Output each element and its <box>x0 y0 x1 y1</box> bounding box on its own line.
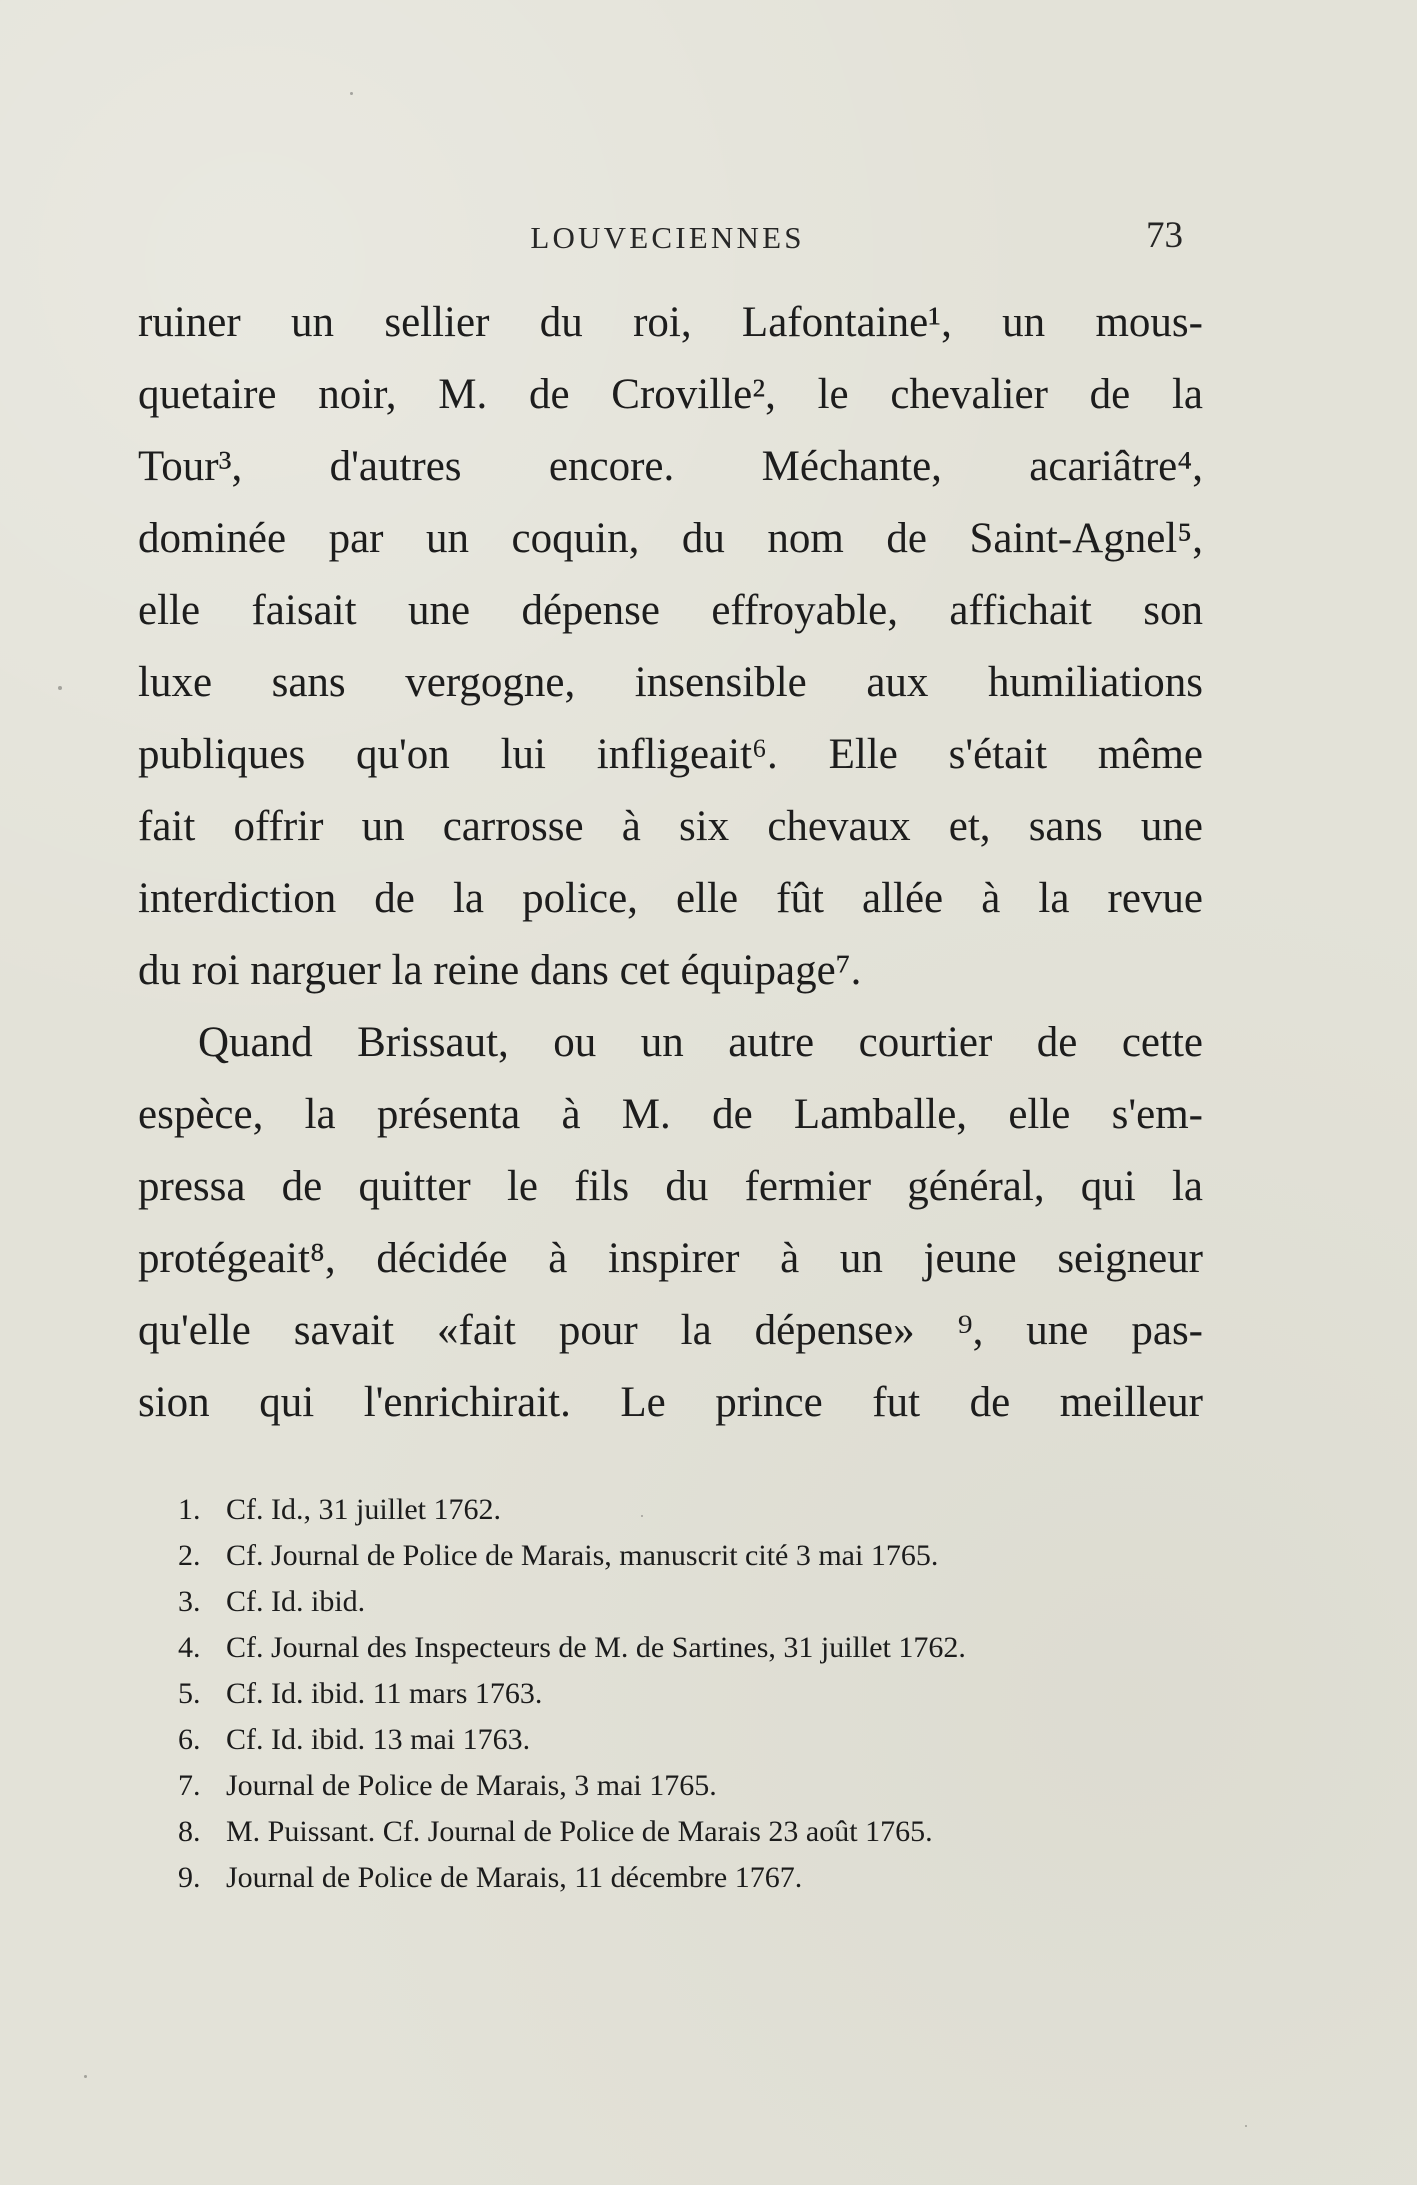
text-line: interdiction de la police, elle fût allée à la revue <box>138 875 1203 922</box>
text-line: Quand Brissaut, ou un autre courtier de cette <box>198 1019 1203 1066</box>
footnote <box>178 1809 1218 1855</box>
text-line: qu'elle savait «fait pour la dépense» ⁹, une pas- <box>138 1307 1203 1354</box>
text-line: sion qui l'enrichirait. Le prince fut de meilleur <box>138 1379 1203 1426</box>
footnote-text: Cf. Id. ibid. 13 mai 1763. <box>226 1723 531 1756</box>
paper-speck <box>1245 2125 1247 2127</box>
footnote-number: 4. <box>178 1631 201 1664</box>
footnote-number: 5. <box>178 1677 201 1710</box>
footnote-text: Cf. Id. ibid. 11 mars 1763. <box>226 1677 543 1710</box>
main-text <box>138 287 1203 1439</box>
footnote-number: 7. <box>178 1769 201 1802</box>
footnotes <box>178 1487 1218 1901</box>
footnote <box>178 1579 1218 1625</box>
footnote-text: Journal de Police de Marais, 3 mai 1765. <box>226 1769 717 1802</box>
footnote-text: M. Puissant. Cf. Journal de Police de Marais 23 août 1765. <box>226 1815 933 1848</box>
text-line: quetaire noir, M. de Croville², le chevalier de la <box>138 371 1203 418</box>
footnote-text: Cf. Id. ibid. <box>226 1585 366 1618</box>
footnote-text: Journal de Police de Marais, 11 décembre 1767. <box>226 1861 803 1894</box>
page-number: 73 <box>1146 215 1183 256</box>
text-line: fait offrir un carrosse à six chevaux et, sans une <box>138 803 1203 850</box>
text-line: du roi narguer la reine dans cet équipage⁷. <box>138 947 862 994</box>
footnote-number: 2. <box>178 1539 201 1572</box>
footnote-number: 8. <box>178 1815 201 1848</box>
text-line: Tour³, d'autres encore. Méchante, acariâtre⁴, <box>138 443 1203 490</box>
footnote-text: Cf. Id., 31 juillet 1762. <box>226 1493 501 1526</box>
footnote <box>178 1533 1218 1579</box>
text-line: luxe sans vergogne, insensible aux humiliations <box>138 659 1203 706</box>
text-line: pressa de quitter le fils du fermier général, qui la <box>138 1163 1203 1210</box>
paper-speck <box>641 1515 643 1517</box>
footnote <box>178 1671 1218 1717</box>
paper-speck <box>84 2075 87 2078</box>
text-line: protégeait⁸, décidée à inspirer à un jeune seigneur <box>138 1235 1203 1282</box>
footnote-number: 9. <box>178 1861 201 1894</box>
footnote-number: 6. <box>178 1723 201 1756</box>
footnote <box>178 1717 1218 1763</box>
footnote <box>178 1763 1218 1809</box>
text-line: ruiner un sellier du roi, Lafontaine¹, un mous- <box>138 299 1203 346</box>
footnote-number: 1. <box>178 1493 201 1526</box>
footnote <box>178 1855 1218 1901</box>
footnote-text: Cf. Journal de Police de Marais, manuscrit cité 3 mai 1765. <box>226 1539 939 1572</box>
paper-speck <box>58 686 62 690</box>
footnote <box>178 1625 1218 1671</box>
footnote <box>178 1487 1218 1533</box>
text-line: dominée par un coquin, du nom de Saint-Agnel⁵, <box>138 515 1203 562</box>
text-line: elle faisait une dépense effroyable, affichait son <box>138 587 1203 634</box>
running-head <box>140 214 1195 262</box>
running-title: LOUVECIENNES <box>530 220 805 255</box>
text-line: espèce, la présenta à M. de Lamballe, elle s'em- <box>138 1091 1203 1138</box>
paper-speck <box>350 92 353 95</box>
footnote-text: Cf. Journal des Inspecteurs de M. de Sartines, 31 juillet 1762. <box>226 1631 966 1664</box>
footnote-number: 3. <box>178 1585 201 1618</box>
text-line: publiques qu'on lui infligeait⁶. Elle s'était même <box>138 731 1203 778</box>
